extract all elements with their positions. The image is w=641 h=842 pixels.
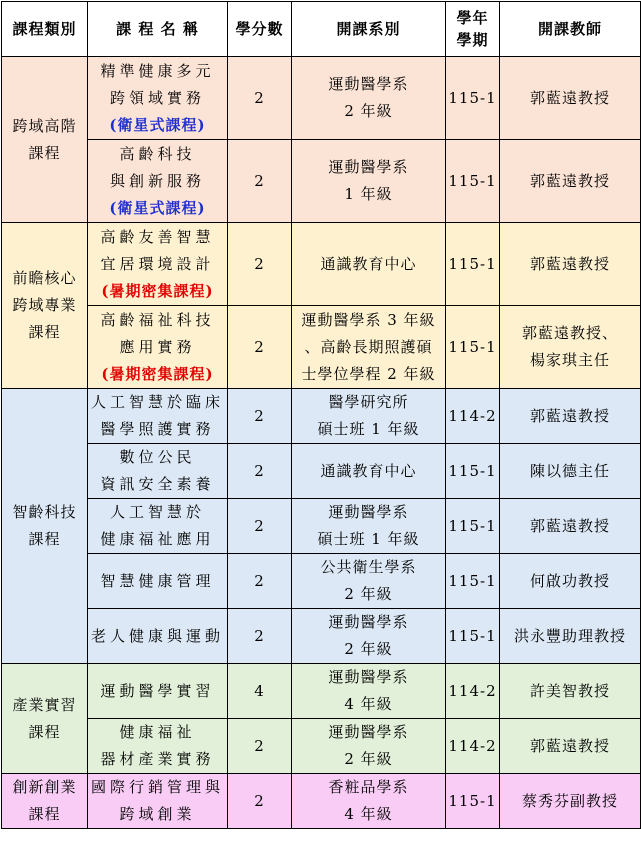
credits-cell: 2 (228, 444, 292, 499)
department-line: 運動醫學系 (328, 613, 409, 631)
term-cell: 115-1 (446, 554, 500, 609)
course-name-line: 醫學照護實務 (100, 420, 215, 438)
table-row (2, 223, 641, 306)
term-cell: 115-1 (446, 444, 500, 499)
department-line: 碩士班 1 年級 (317, 420, 420, 438)
course-name-line: 與創新服務 (109, 171, 205, 190)
course-name-cell (88, 609, 228, 664)
term-cell: 115-1 (446, 140, 500, 223)
category-line: 課程 (28, 143, 61, 162)
department-cell (292, 554, 446, 609)
course-name-line: 智慧健康管理 (100, 571, 215, 590)
teacher-cell (500, 389, 641, 444)
course-tag: (衛星式課程) (109, 115, 206, 134)
department-line: 2 年級 (344, 750, 393, 768)
term-cell: 115-1 (446, 609, 500, 664)
category-line: 課程 (28, 530, 61, 548)
table-row (2, 609, 641, 664)
credits-cell: 2 (228, 499, 292, 554)
department-line: 4 年級 (344, 695, 393, 713)
table-row (2, 719, 641, 774)
table-row (2, 774, 641, 829)
course-name-cell (88, 444, 228, 499)
course-name-line: 國際行銷管理與 (90, 778, 224, 796)
teacher-line: 郭藍遠教授 (529, 516, 610, 535)
course-name-line: 高齡福祉科技 (100, 310, 215, 329)
department-line: 運動醫學系 (328, 723, 409, 741)
teacher-cell (500, 609, 641, 664)
credits-cell: 4 (228, 664, 292, 719)
department-line: 香粧品學系 (328, 778, 409, 796)
department-line: 士學位學程 2 年級 (301, 364, 436, 383)
course-name-line: 數位公民 (119, 448, 196, 466)
category-cell (2, 389, 88, 664)
course-tag: (暑期密集課程) (101, 364, 214, 383)
teacher-cell (500, 664, 641, 719)
course-name-line: 健康福祉應用 (100, 530, 215, 548)
teacher-line: 郭藍遠教授 (529, 406, 610, 425)
department-line: 2 年級 (344, 585, 393, 603)
department-line: 2 年級 (344, 102, 393, 120)
course-name-line: 精準健康多元 (100, 61, 215, 80)
header-term (446, 2, 500, 57)
department-line: 公共衛生學系 (320, 558, 417, 576)
course-name-cell (88, 140, 228, 223)
department-line: 運動醫學系 (328, 503, 409, 521)
table-row (2, 140, 641, 223)
teacher-cell (500, 499, 641, 554)
course-name-cell (88, 554, 228, 609)
header-term-line: 學年 (456, 9, 489, 27)
course-name-line: 人工智慧於臨床 (90, 393, 224, 411)
category-line: 前瞻核心 (12, 269, 77, 287)
course-name-line: 健康福祉 (119, 723, 196, 741)
teacher-line: 許美智教授 (529, 681, 610, 700)
course-name-line: 應用實務 (119, 337, 196, 356)
credits-cell: 2 (228, 57, 292, 140)
department-cell (292, 306, 446, 389)
category-line: 產業實習 (12, 695, 77, 714)
term-cell: 114-2 (446, 389, 500, 444)
teacher-cell (500, 774, 641, 829)
course-table (1, 1, 641, 829)
category-line: 智齡科技 (12, 503, 77, 521)
course-name-line: 宜居環境設計 (100, 254, 215, 273)
credits-cell: 2 (228, 554, 292, 609)
department-line: 碩士班 1 年級 (317, 530, 420, 548)
term-cell: 114-2 (446, 719, 500, 774)
course-name-cell (88, 664, 228, 719)
course-name-cell (88, 223, 228, 306)
table-row (2, 57, 641, 140)
teacher-line: 何啟功教授 (529, 571, 610, 590)
term-cell: 115-1 (446, 499, 500, 554)
credits-cell: 2 (228, 223, 292, 306)
teacher-cell (500, 223, 641, 306)
header-department: 開課系別 (292, 2, 446, 57)
header-credits: 學分數 (228, 2, 292, 57)
department-cell (292, 389, 446, 444)
credits-cell: 2 (228, 774, 292, 829)
teacher-cell (500, 140, 641, 223)
department-cell (292, 57, 446, 140)
table-row (2, 499, 641, 554)
term-cell: 114-2 (446, 664, 500, 719)
department-line: 2 年級 (344, 640, 393, 658)
department-cell (292, 223, 446, 306)
department-line: 運動醫學系 (328, 158, 409, 176)
teacher-line: 陳以德主任 (529, 461, 610, 480)
teacher-cell (500, 719, 641, 774)
course-name-cell (88, 306, 228, 389)
table-row (2, 306, 641, 389)
department-cell (292, 719, 446, 774)
header-category: 課程類別 (2, 2, 88, 57)
course-name-line: 器材產業實務 (100, 750, 215, 768)
department-line: 、高齡長期照護碩 (304, 337, 433, 356)
category-line: 課程 (28, 323, 61, 341)
category-cell (2, 774, 88, 829)
category-line: 跨域高階 (12, 116, 77, 135)
credits-cell: 2 (228, 609, 292, 664)
course-name-line: 高齡科技 (119, 144, 196, 163)
teacher-line: 蔡秀芬副教授 (521, 791, 618, 810)
category-line: 跨域專業 (12, 296, 77, 314)
department-line: 運動醫學系 (328, 668, 409, 686)
course-name-cell (88, 774, 228, 829)
department-line: 1 年級 (344, 185, 393, 203)
course-name-line: 跨域創業 (119, 805, 196, 823)
teacher-cell (500, 57, 641, 140)
term-cell: 115-1 (446, 223, 500, 306)
table-row (2, 554, 641, 609)
course-name-cell (88, 499, 228, 554)
course-name-line: 高齡友善智慧 (100, 227, 215, 246)
category-line: 課程 (28, 722, 61, 741)
table-row (2, 664, 641, 719)
category-cell (2, 223, 88, 389)
credits-cell: 2 (228, 140, 292, 223)
header-term-line: 學期 (456, 31, 489, 49)
teacher-cell (500, 554, 641, 609)
category-line: 課程 (28, 805, 61, 823)
course-name-line: 運動醫學實習 (100, 681, 215, 700)
department-cell (292, 609, 446, 664)
department-line: 4 年級 (344, 805, 393, 823)
header-row (2, 2, 641, 57)
course-name-cell (88, 719, 228, 774)
department-line: 運動醫學系 (328, 75, 409, 93)
department-cell (292, 444, 446, 499)
course-name-line: 跨領域實務 (109, 88, 205, 107)
credits-cell: 2 (228, 306, 292, 389)
credits-cell: 2 (228, 719, 292, 774)
teacher-line: 郭藍遠教授 (529, 171, 610, 190)
course-name-line: 人工智慧於 (109, 503, 205, 521)
header-course-name: 課 程 名 稱 (88, 2, 228, 57)
term-cell: 115-1 (446, 774, 500, 829)
teacher-line: 郭藍遠教授、 (521, 324, 618, 342)
teacher-line: 郭藍遠教授 (529, 88, 610, 107)
teacher-cell (500, 444, 641, 499)
teacher-line: 郭藍遠教授 (529, 254, 610, 273)
teacher-line: 楊家琪主任 (529, 351, 610, 369)
department-cell (292, 774, 446, 829)
credits-cell: 2 (228, 389, 292, 444)
category-cell (2, 664, 88, 774)
teacher-line: 洪永豐助理教授 (513, 626, 626, 645)
department-cell (292, 140, 446, 223)
department-cell (292, 499, 446, 554)
course-name-line: 資訊安全素養 (100, 475, 215, 493)
term-cell: 115-1 (446, 306, 500, 389)
course-name-line: 老人健康與運動 (90, 626, 224, 645)
term-cell: 115-1 (446, 57, 500, 140)
course-name-cell (88, 57, 228, 140)
teacher-line: 郭藍遠教授 (529, 736, 610, 755)
department-cell (292, 664, 446, 719)
course-tag: (暑期密集課程) (101, 281, 214, 300)
table-row (2, 389, 641, 444)
header-teacher: 開課教師 (500, 2, 641, 57)
department-line: 醫學研究所 (328, 393, 409, 411)
course-name-cell (88, 389, 228, 444)
table-row (2, 444, 641, 499)
category-line: 創新創業 (12, 778, 77, 796)
department-line: 通識教育中心 (320, 461, 417, 480)
teacher-cell (500, 306, 641, 389)
department-line: 運動醫學系 3 年級 (301, 310, 436, 329)
course-tag: (衛星式課程) (109, 198, 206, 217)
course-table-body (2, 57, 641, 829)
department-line: 通識教育中心 (320, 254, 417, 273)
category-cell (2, 57, 88, 223)
